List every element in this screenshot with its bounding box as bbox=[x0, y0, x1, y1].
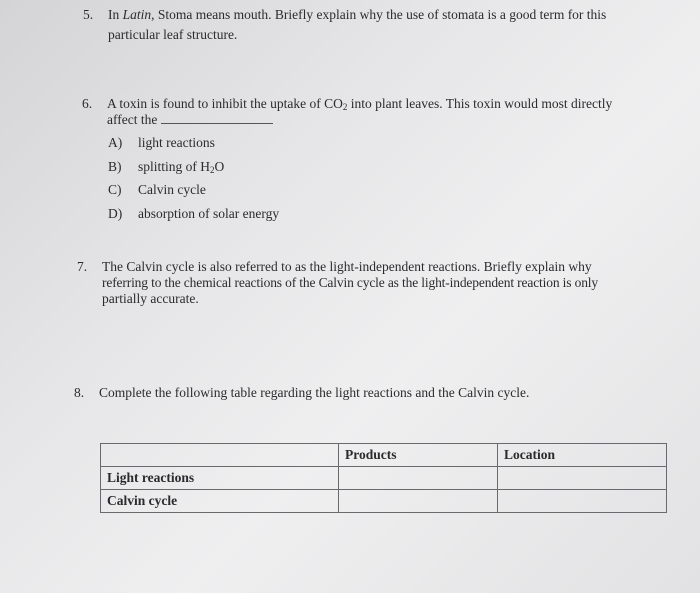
h2o-subscript: 2 bbox=[210, 165, 215, 175]
option-b-letter: B) bbox=[108, 159, 122, 174]
table-cell-light-location[interactable] bbox=[498, 467, 667, 490]
table-header-blank bbox=[101, 444, 339, 467]
option-d-text: absorption of solar energy bbox=[138, 206, 280, 221]
question-5-number: 5. bbox=[83, 7, 94, 22]
question-7-number: 7. bbox=[77, 259, 88, 274]
table-cell-calvin-products[interactable] bbox=[339, 490, 498, 513]
table-header-row bbox=[101, 444, 667, 467]
question-7-line2: referring to the chemical reactions of the Calvin cycle as the light-independent reaction is only bbox=[102, 275, 599, 290]
question-6-line1-a: A toxin is found to inhibit the uptake of CO bbox=[107, 96, 343, 111]
table-row-label: Light reactions bbox=[101, 467, 339, 490]
question-7-line1: The Calvin cycle is also referred to as the light-independent reactions. Briefly explain why bbox=[102, 259, 592, 274]
option-b-text bbox=[138, 159, 224, 175]
question-5-line1: , Stoma means mouth. Briefly explain why the use of stomata is a good term for this bbox=[151, 7, 607, 22]
option-a-letter: A) bbox=[108, 135, 123, 150]
reactions-table bbox=[100, 443, 667, 513]
table-header-products: Products bbox=[339, 444, 498, 467]
answer-blank[interactable] bbox=[161, 111, 273, 124]
option-a-text: light reactions bbox=[138, 135, 215, 150]
table-header-location: Location bbox=[498, 444, 667, 467]
option-b-text-b: O bbox=[214, 159, 225, 174]
table-cell-calvin-location[interactable] bbox=[498, 490, 667, 513]
option-c-letter: C) bbox=[108, 182, 122, 197]
question-6-number: 6. bbox=[82, 96, 93, 111]
table-row-calvin-cycle bbox=[101, 490, 667, 513]
question-7-line3: partially accurate. bbox=[102, 291, 199, 306]
question-6-line2 bbox=[107, 111, 273, 128]
question-5-line2: particular leaf structure. bbox=[108, 27, 238, 42]
question-5-text bbox=[108, 6, 606, 23]
table-row-label: Calvin cycle bbox=[101, 490, 339, 513]
question-5-latin: Latin bbox=[122, 7, 152, 22]
table-cell-light-products[interactable] bbox=[339, 467, 498, 490]
option-d-letter: D) bbox=[108, 206, 123, 221]
question-6-affect: affect the bbox=[107, 112, 158, 127]
question-8-number: 8. bbox=[74, 385, 85, 400]
co2-subscript: 2 bbox=[342, 102, 348, 112]
table-row-light-reactions bbox=[101, 467, 667, 490]
option-b-text-a: splitting of H bbox=[138, 159, 211, 174]
question-5-intro: In bbox=[108, 7, 123, 22]
question-6-line1 bbox=[107, 95, 612, 112]
question-8-text: Complete the following table regarding the light reactions and the Calvin cycle. bbox=[99, 385, 530, 400]
question-6-line1-b: into plant leaves. This toxin would most directly bbox=[347, 96, 613, 111]
option-c-text: Calvin cycle bbox=[138, 182, 206, 197]
